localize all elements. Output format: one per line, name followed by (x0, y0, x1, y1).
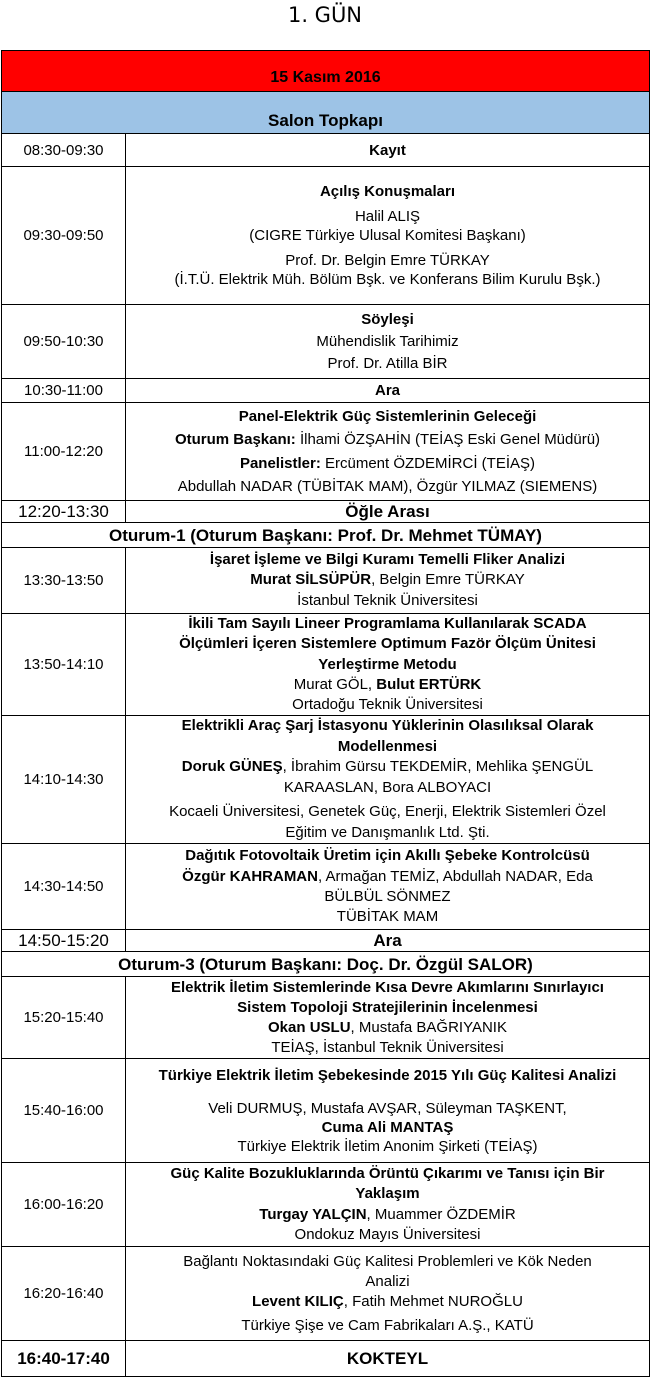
session-header: Oturum-1 (Oturum Başkanı: Prof. Dr. Mehmet TÜMAY) (2, 523, 650, 548)
paper-cell (126, 614, 650, 716)
schedule-table (1, 50, 650, 1377)
paper-affiliation: Türkiye Şişe ve Cam Fabrikaları A.Ş., KATÜ (241, 1316, 534, 1334)
time-cell: 12:20-13:30 (2, 501, 126, 523)
panelists-names: Ercüment ÖZDEMİRCİ (TEİAŞ) (320, 454, 536, 472)
paper-title: Bağlantı Noktasındaki Güç Kalitesi Problemleri ve Kök Neden (183, 1252, 592, 1270)
paper-title: Sistem Topoloji Stratejilerinin İncelenmesi (237, 998, 538, 1016)
time-cell: 08:30-09:30 (2, 134, 126, 167)
session-header: Oturum-3 (Oturum Başkanı: Doç. Dr. Özgül SALOR) (2, 952, 650, 977)
hall-row (2, 92, 650, 134)
table-row (2, 930, 650, 952)
co-authors: , Armağan TEMİZ, Abdullah NADAR, Eda (317, 867, 593, 885)
presenting-author: Özgür KAHRAMAN (182, 867, 318, 885)
time-cell: 16:20-16:40 (2, 1247, 126, 1341)
time-cell: 15:20-15:40 (2, 977, 126, 1059)
table-row (2, 403, 650, 501)
paper-authors (126, 757, 649, 778)
paper-title: Modellenmesi (337, 737, 438, 755)
activity-cell: Öğle Arası (126, 501, 650, 523)
paper-affiliation: Türkiye Elektrik İletim Anonim Şirketi (TEİAŞ) (237, 1137, 538, 1155)
time-cell: 13:50-14:10 (2, 614, 126, 716)
speaker-role: (CIGRE Türkiye Ulusal Komitesi Başkanı) (249, 227, 526, 244)
time-cell: 10:30-11:00 (2, 379, 126, 403)
table-row (2, 716, 650, 844)
session-title: Açılış Konuşmaları (319, 183, 456, 200)
co-authors: BÜLBÜL SÖNMEZ (324, 887, 451, 905)
paper-title: Elektrikli Araç Şarj İstasyonu Yüklerinin Olasılıksal Olarak (181, 717, 594, 735)
table-row (2, 134, 650, 167)
activity-cell: Ara (126, 930, 650, 952)
chair-label: Oturum Başkanı: (174, 431, 296, 448)
table-row (2, 548, 650, 614)
presenting-author: Okan USLU (268, 1018, 351, 1036)
session-header-row (2, 523, 650, 548)
table-row (2, 614, 650, 716)
time-cell: 13:30-13:50 (2, 548, 126, 614)
table-row (2, 1247, 650, 1341)
activity-cell (126, 167, 650, 305)
paper-title: İkili Tam Sayılı Lineer Programlama Kullanılarak SCADA (188, 615, 587, 632)
paper-affiliation: Ortadoğu Teknik Üniversitesi (292, 696, 483, 714)
table-row (2, 977, 650, 1059)
paper-title: Analizi (365, 1272, 410, 1290)
activity-cell: KOKTEYL (126, 1341, 650, 1377)
paper-affiliation: Kocaeli Üniversitesi, Genetek Güç, Enerji, Elektrik Sistemleri Özel (169, 803, 606, 821)
presenting-author: Turgay YALÇIN (259, 1205, 367, 1223)
speaker-role: (İ.T.Ü. Elektrik Müh. Bölüm Bşk. ve Konferans Bilim Kurulu Bşk.) (174, 271, 601, 288)
session-header-row (2, 952, 650, 977)
co-authors: , İbrahim Gürsu TEKDEMİR, Mehlika ŞENGÜL (282, 758, 594, 776)
activity-cell: Ara (126, 379, 650, 403)
paper-authors (126, 1292, 649, 1312)
table-row (2, 305, 650, 379)
session-title: Panel-Elektrik Güç Sistemlerinin Geleceği (238, 407, 537, 425)
paper-affiliation: Ondokuz Mayıs Üniversitesi (294, 1226, 481, 1244)
date-row (2, 51, 650, 92)
presenting-author: Cuma Ali MANTAŞ (321, 1118, 454, 1136)
paper-cell (126, 716, 650, 844)
date-cell: 15 Kasım 2016 (2, 51, 650, 92)
paper-title: Yaklaşım (355, 1185, 420, 1203)
paper-title: Güç Kalite Bozukluklarında Örüntü Çıkarımı ve Tanısı için Bir (170, 1164, 605, 1182)
day-title: 1. GÜN (287, 3, 363, 27)
hall-cell: Salon Topkapı (2, 92, 650, 134)
co-authors: Veli DURMUŞ, Mustafa AVŞAR, Süleyman TAŞKENT, (208, 1099, 567, 1117)
time-cell: 15:40-16:00 (2, 1059, 126, 1163)
paper-cell (126, 844, 650, 930)
panelists-line (126, 452, 649, 476)
time-cell: 14:30-14:50 (2, 844, 126, 930)
table-row (2, 1341, 650, 1377)
co-authors: , Mustafa BAĞRIYANIK (350, 1018, 507, 1036)
talk-topic: Mühendislik Tarihimiz (316, 332, 459, 350)
presenting-author: Levent KILIÇ (252, 1292, 344, 1310)
session-title: Söyleşi (361, 310, 414, 328)
paper-affiliation: İstanbul Teknik Üniversitesi (297, 591, 478, 609)
time-cell: 11:00-12:20 (2, 403, 126, 501)
time-cell: 09:30-09:50 (2, 167, 126, 305)
speaker-name: Halil ALIŞ (354, 208, 421, 225)
paper-title: Ölçümleri İçeren Sistemlere Optimum Fazör Ölçüm Ünitesi (179, 635, 596, 653)
paper-affiliation: Eğitim ve Danışmanlık Ltd. Şti. (285, 823, 490, 841)
paper-authors (126, 1018, 649, 1038)
paper-affiliation: TEİAŞ, İstanbul Teknik Üniversitesi (271, 1038, 504, 1056)
paper-authors (126, 570, 649, 591)
co-authors: , Muammer ÖZDEMİR (366, 1205, 516, 1223)
paper-title: Elektrik İletim Sistemlerinde Kısa Devre Akımlarını Sınırlayıcı (171, 978, 604, 996)
time-cell: 09:50-10:30 (2, 305, 126, 379)
time-cell: 14:10-14:30 (2, 716, 126, 844)
activity-cell: Kayıt (126, 134, 650, 167)
time-cell: 14:50-15:20 (2, 930, 126, 952)
table-row (2, 501, 650, 523)
presenting-author: Doruk GÜNEŞ (181, 758, 283, 776)
co-authors: KARAASLAN, Bora ALBOYACI (283, 778, 492, 796)
table-row (2, 167, 650, 305)
co-authors: Murat GÖL, (293, 675, 377, 693)
paper-cell (126, 977, 650, 1059)
panelists-label: Panelistler: (239, 454, 321, 472)
paper-cell (126, 548, 650, 614)
speaker-name: Prof. Dr. Belgin Emre TÜRKAY (285, 252, 490, 269)
co-authors: , Belgin Emre TÜRKAY (371, 571, 525, 589)
chair-line (126, 428, 649, 452)
presenting-author: Bulut ERTÜRK (376, 675, 482, 693)
paper-title: Yerleştirme Metodu (318, 655, 457, 673)
paper-authors (126, 1205, 649, 1226)
paper-title: Türkiye Elektrik İletim Şebekesinde 2015 Yılı Güç Kalitesi Analizi (158, 1066, 617, 1084)
paper-title: İşaret İşleme ve Bilgi Kuramı Temelli Fliker Analizi (209, 550, 566, 568)
paper-cell (126, 1247, 650, 1341)
paper-cell (126, 1163, 650, 1247)
activity-cell (126, 403, 650, 501)
table-row (2, 1059, 650, 1163)
chair-name: İlhami ÖZŞAHİN (TEİAŞ Eski Genel Müdürü) (295, 431, 601, 448)
speaker-name: Prof. Dr. Atilla BİR (327, 354, 448, 372)
panelists-names-2: Abdullah NADAR (TÜBİTAK MAM), Özgür YILMAZ (SIEMENS) (177, 478, 598, 495)
paper-affiliation: TÜBİTAK MAM (336, 908, 439, 926)
time-cell: 16:40-17:40 (2, 1341, 126, 1377)
paper-title: Dağıtık Fotovoltaik Üretim için Akıllı Şebeke Kontrolcüsü (185, 847, 590, 865)
paper-cell (126, 1059, 650, 1163)
activity-cell (126, 305, 650, 379)
co-authors: , Fatih Mehmet NUROĞLU (343, 1292, 523, 1310)
table-row (2, 1163, 650, 1247)
paper-authors (126, 675, 649, 695)
presenting-author: Murat SİLSÜPÜR (250, 571, 372, 589)
table-row (2, 844, 650, 930)
paper-authors (126, 867, 649, 887)
table-row (2, 379, 650, 403)
time-cell: 16:00-16:20 (2, 1163, 126, 1247)
